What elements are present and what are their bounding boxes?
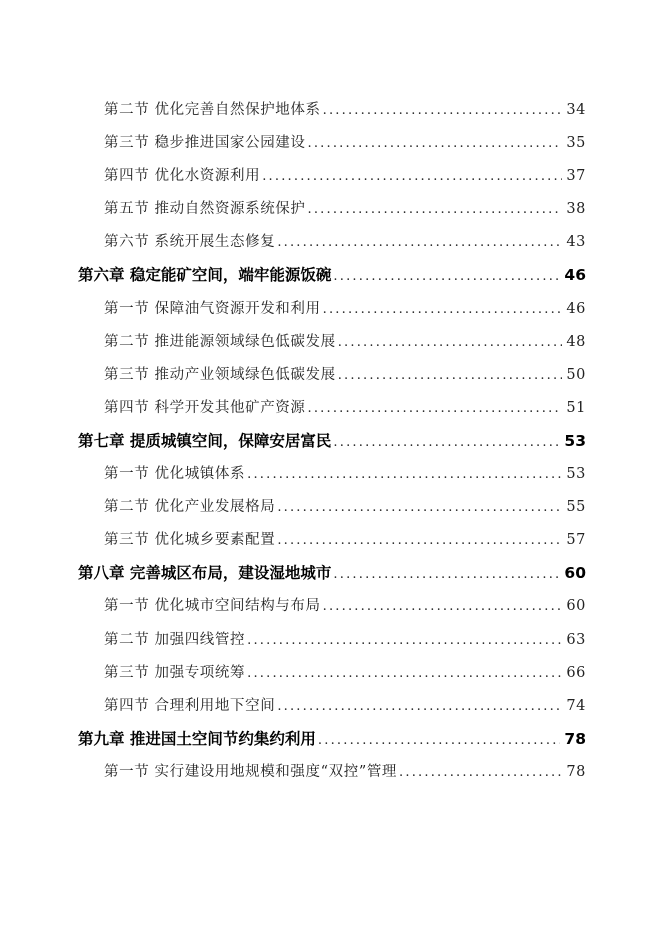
- toc-section-entry: [78, 359, 586, 392]
- dot-leader: [323, 94, 563, 127]
- dot-leader: [338, 359, 563, 392]
- page-number: 53: [564, 431, 586, 450]
- dot-leader: [308, 193, 563, 226]
- section-title: 第一节 优化城镇体系: [104, 466, 246, 483]
- dot-leader: [323, 590, 563, 623]
- page-number: 60: [564, 564, 586, 583]
- dot-leader: [399, 756, 562, 789]
- dot-leader: [338, 326, 563, 359]
- dot-leader: [277, 524, 562, 557]
- toc-chapter-entry: [78, 425, 586, 458]
- section-title: 第二节 推进能源领域绿色低碳发展: [104, 333, 336, 350]
- page-number: 34: [566, 102, 586, 118]
- toc-section-entry: [78, 458, 586, 491]
- section-title: 第二节 优化产业发展格局: [104, 499, 276, 516]
- section-title: 第四节 合理利用地下空间: [104, 697, 276, 714]
- section-title: 第一节 实行建设用地规模和强度“双控”管理: [104, 763, 398, 780]
- toc-chapter-entry: [78, 557, 586, 590]
- page-number: 43: [566, 234, 586, 251]
- page-number: 50: [566, 366, 586, 383]
- section-title: 第二节 加强四线管控: [104, 631, 246, 648]
- dot-leader: [247, 657, 562, 690]
- section-title: 第二节 优化完善自然保护地体系: [104, 102, 321, 118]
- page-number: 35: [566, 135, 586, 152]
- page-number: 37: [566, 168, 586, 185]
- page-number: 55: [566, 499, 586, 516]
- section-title: 第四节 科学开发其他矿产资源: [104, 399, 306, 416]
- dot-leader: [247, 624, 562, 657]
- section-title: 第三节 加强专项统筹: [104, 664, 246, 681]
- toc-section-entry: [78, 524, 586, 557]
- dot-leader: [262, 160, 562, 193]
- page-number: 63: [566, 631, 586, 648]
- section-title: 第三节 优化城乡要素配置: [104, 532, 276, 549]
- toc-section-entry: [78, 590, 586, 623]
- dot-leader: [318, 724, 561, 757]
- section-title: 第三节 稳步推进国家公园建设: [104, 135, 306, 152]
- toc-section-entry: [78, 756, 586, 789]
- chapter-title: 第七章 提质城镇空间，保障安居富民: [78, 431, 332, 450]
- dot-leader: [308, 392, 563, 425]
- chapter-title: 第九章 推进国土空间节约集约利用: [78, 729, 316, 748]
- chapter-title: 第六章 稳定能矿空间，端牢能源饭碗: [78, 266, 332, 285]
- toc-section-entry: [78, 193, 586, 226]
- toc-section-entry: [78, 226, 586, 259]
- toc-chapter-entry: [78, 723, 586, 756]
- page-number: 46: [564, 266, 586, 285]
- page-number: 66: [566, 664, 586, 681]
- toc-section-entry: [78, 326, 586, 359]
- page-number: 74: [566, 697, 586, 714]
- dot-leader: [277, 690, 562, 723]
- toc-chapter-entry: [78, 259, 586, 292]
- chapter-title: 第八章 完善城区布局，建设湿地城市: [78, 564, 332, 583]
- toc-section-entry: [78, 127, 586, 160]
- section-title: 第三节 推动产业领域绿色低碳发展: [104, 366, 336, 383]
- page-number: 51: [566, 399, 586, 416]
- section-title: 第六节 系统开展生态修复: [104, 234, 276, 251]
- toc-section-entry: [78, 657, 586, 690]
- section-title: 第四节 优化水资源利用: [104, 168, 261, 185]
- page-number: 46: [566, 300, 586, 317]
- section-title: 第一节 保障油气资源开发和利用: [104, 300, 321, 317]
- page-number: 38: [566, 201, 586, 218]
- section-title: 第一节 优化城市空间结构与布局: [104, 598, 321, 615]
- dot-leader: [333, 426, 560, 459]
- page-number: 60: [566, 598, 586, 615]
- page-number: 78: [566, 763, 586, 780]
- toc-section-entry: [78, 491, 586, 524]
- page-number: 57: [566, 532, 586, 549]
- toc-section-entry: [78, 624, 586, 657]
- page-number: 48: [566, 333, 586, 350]
- dot-leader: [247, 458, 562, 491]
- page-number: 53: [566, 466, 586, 483]
- section-title: 第五节 推动自然资源系统保护: [104, 201, 306, 218]
- dot-leader: [277, 491, 562, 524]
- toc-section-entry: [78, 392, 586, 425]
- dot-leader: [333, 558, 560, 591]
- dot-leader: [308, 127, 563, 160]
- toc-section-entry: [78, 94, 586, 127]
- dot-leader: [323, 293, 563, 326]
- dot-leader: [277, 226, 562, 259]
- toc-section-entry: [78, 293, 586, 326]
- table-of-contents: [78, 94, 586, 789]
- dot-leader: [333, 260, 560, 293]
- toc-section-entry: [78, 160, 586, 193]
- toc-section-entry: [78, 690, 586, 723]
- page-number: 78: [564, 729, 586, 748]
